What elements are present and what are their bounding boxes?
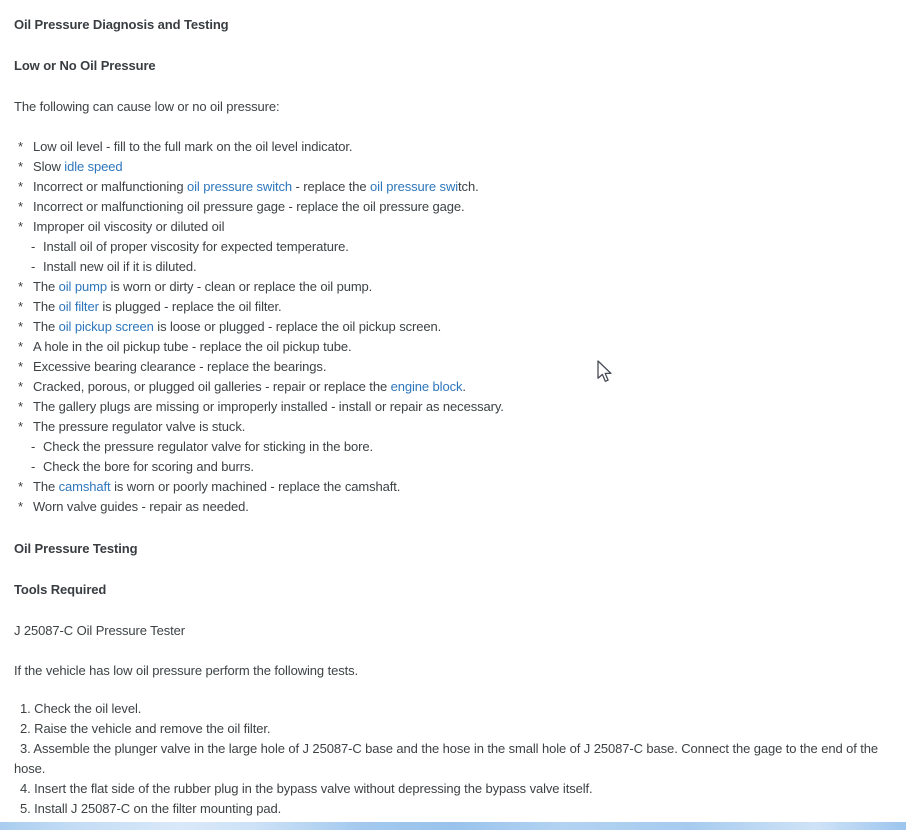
text-segment: Install oil of proper viscosity for expected temperature.: [43, 239, 349, 254]
bullet-marker: *: [18, 359, 23, 374]
testing-intro-paragraph: If the vehicle has low oil pressure perform the following tests.: [14, 663, 359, 678]
step-item: 4. Insert the flat side of the rubber plug in the bypass valve without depressing the bypass valve itself.: [20, 781, 593, 796]
tool-name: J 25087-C Oil Pressure Tester: [14, 623, 185, 638]
bullet-marker: *: [18, 379, 23, 394]
text-segment: Install new oil if it is diluted.: [43, 259, 197, 274]
step-item: 1. Check the oil level.: [20, 701, 142, 716]
cause-item: [14, 337, 898, 357]
bottom-panel-edge: [0, 822, 906, 830]
cause-item: [14, 297, 898, 317]
inline-link[interactable]: oil pressure switch: [187, 179, 293, 194]
text-segment: is worn or dirty - clean or replace the oil pump.: [106, 279, 373, 294]
cause-subitem: [14, 237, 898, 257]
sub-bullet-marker: -: [31, 239, 36, 254]
subheading-low-or-no-oil-pressure: Low or No Oil Pressure: [14, 58, 156, 73]
bullet-marker: *: [18, 499, 23, 514]
text-segment: The pressure regulator valve is stuck.: [33, 419, 246, 434]
bullet-marker: *: [18, 159, 23, 174]
sub-bullet-marker: -: [31, 459, 36, 474]
bullet-marker: *: [18, 319, 23, 334]
text-segment: Improper oil viscosity or diluted oil: [33, 219, 225, 234]
sub-bullet-marker: -: [31, 259, 36, 274]
inline-link[interactable]: oil filter: [58, 299, 99, 314]
bullet-marker: *: [18, 339, 23, 354]
step-item: 2. Raise the vehicle and remove the oil filter.: [20, 721, 271, 736]
text-segment: - replace the: [292, 179, 371, 194]
text-segment: Incorrect or malfunctioning: [33, 179, 187, 194]
step-item: 3. Assemble the plunger valve in the large hole of J 25087-C base and the hose in the small hole of J 25087-C base. Connect the gage to the end of the hose.: [14, 741, 879, 776]
bullet-marker: *: [18, 179, 23, 194]
text-segment: The: [33, 299, 59, 314]
text-segment: Slow: [33, 159, 65, 174]
causes-intro-paragraph: The following can cause low or no oil pressure:: [14, 99, 280, 114]
cause-subitem: [14, 457, 898, 477]
bullet-marker: *: [18, 299, 23, 314]
cause-item: [14, 217, 898, 237]
text-segment: .: [462, 379, 466, 394]
cause-item: [14, 357, 898, 377]
cause-item: [14, 497, 898, 517]
cause-item: [14, 397, 898, 417]
bullet-marker: *: [18, 419, 23, 434]
text-segment: is loose or plugged - replace the oil pickup screen.: [153, 319, 442, 334]
text-segment: tch.: [458, 179, 479, 194]
bullet-marker: *: [18, 139, 23, 154]
text-segment: Check the pressure regulator valve for sticking in the bore.: [43, 439, 374, 454]
bullet-marker: *: [18, 279, 23, 294]
inline-link[interactable]: oil pump: [58, 279, 107, 294]
text-segment: is plugged - replace the oil filter.: [98, 299, 282, 314]
cause-item: [14, 277, 898, 297]
section-heading-diagnosis: Oil Pressure Diagnosis and Testing: [14, 17, 229, 32]
bullet-marker: *: [18, 479, 23, 494]
inline-link[interactable]: engine block: [390, 379, 463, 394]
text-segment: The: [33, 279, 59, 294]
cause-item: [14, 477, 898, 497]
text-segment: Incorrect or malfunctioning oil pressure gage - replace the oil pressure gage.: [33, 199, 465, 214]
inline-link[interactable]: idle speed: [64, 159, 123, 174]
inline-link[interactable]: camshaft: [58, 479, 111, 494]
text-segment: A hole in the oil pickup tube - replace the oil pickup tube.: [33, 339, 352, 354]
cause-item: [14, 417, 898, 437]
cause-item: [14, 197, 898, 217]
cause-subitem: [14, 437, 898, 457]
section-heading-testing: Oil Pressure Testing: [14, 541, 138, 556]
cause-item: [14, 177, 898, 197]
inline-link[interactable]: oil pressure swi: [370, 179, 459, 194]
cause-subitem: [14, 257, 898, 277]
inline-link[interactable]: oil pickup screen: [58, 319, 154, 334]
sub-bullet-marker: -: [31, 439, 36, 454]
bullet-marker: *: [18, 199, 23, 214]
text-segment: The gallery plugs are missing or improperly installed - install or repair as necessary.: [33, 399, 504, 414]
text-segment: Worn valve guides - repair as needed.: [33, 499, 249, 514]
bullet-marker: *: [18, 399, 23, 414]
cause-item: [14, 157, 898, 177]
cause-item: [14, 377, 898, 397]
text-segment: Low oil level - fill to the full mark on the oil level indicator.: [33, 139, 353, 154]
text-segment: The: [33, 319, 59, 334]
bullet-marker: *: [18, 219, 23, 234]
step-item: 5. Install J 25087-C on the filter mounting pad.: [20, 801, 282, 816]
text-segment: The: [33, 479, 59, 494]
causes-list: [14, 137, 898, 517]
testing-steps-list: [14, 699, 898, 819]
cause-item: [14, 137, 898, 157]
text-segment: Cracked, porous, or plugged oil galleries - repair or replace the: [33, 379, 391, 394]
cause-item: [14, 317, 898, 337]
text-segment: Excessive bearing clearance - replace the bearings.: [33, 359, 327, 374]
text-segment: is worn or poorly machined - replace the camshaft.: [110, 479, 401, 494]
subheading-tools-required: Tools Required: [14, 582, 107, 597]
text-segment: Check the bore for scoring and burrs.: [43, 459, 254, 474]
